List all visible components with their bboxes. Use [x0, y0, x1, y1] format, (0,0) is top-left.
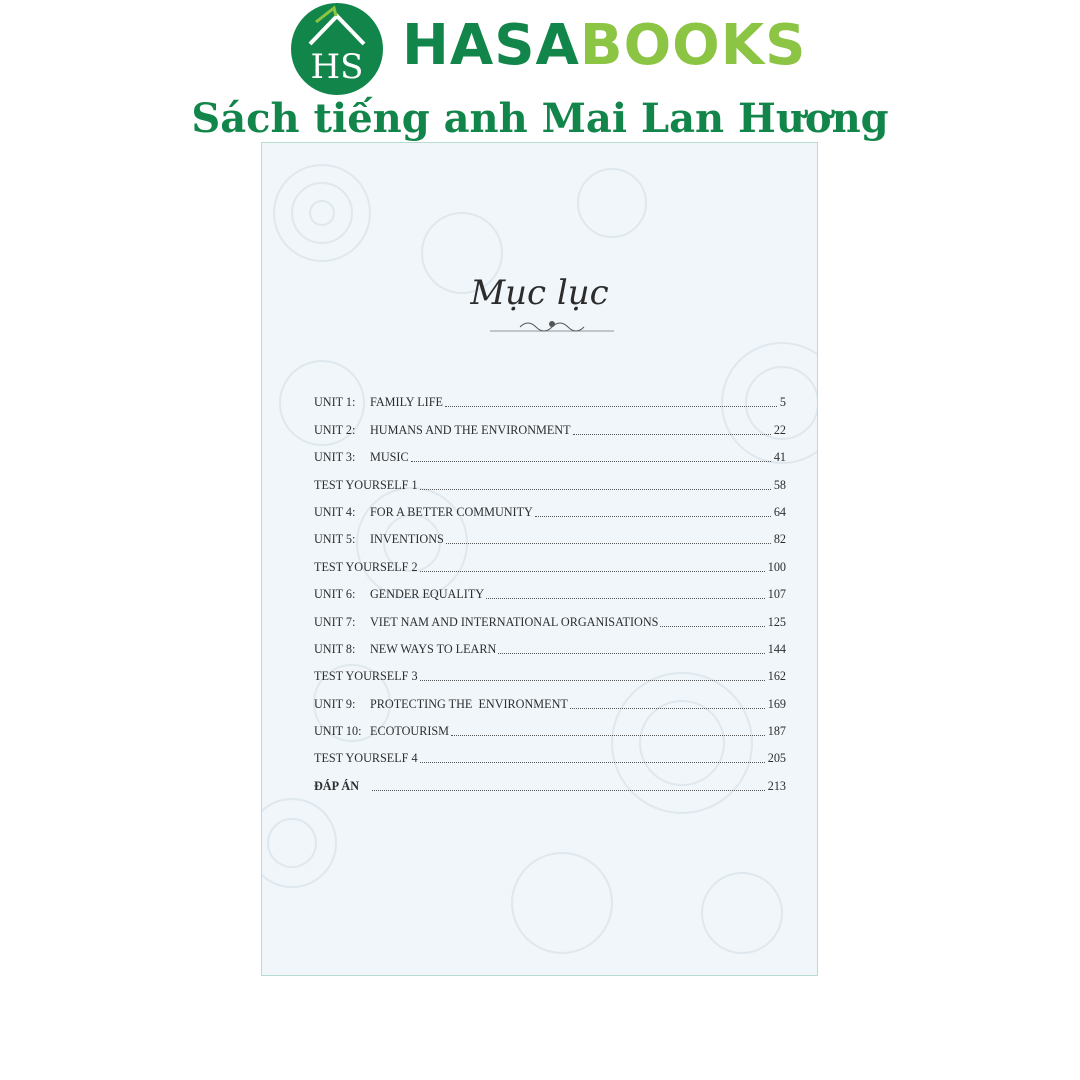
toc-entry[interactable]: [314, 630, 786, 657]
toc-entry[interactable]: [314, 410, 786, 437]
toc-entry-title: ĐÁP ÁN: [314, 778, 360, 793]
toc-page-number: 58: [773, 477, 786, 492]
toc-entry-title: TEST YOURSELF 4: [314, 751, 418, 766]
toc-entry-title: FAMILY LIFE: [370, 395, 443, 410]
leader-dots: [372, 789, 765, 791]
leader-dots: [451, 734, 765, 736]
toc-entry[interactable]: [314, 739, 786, 766]
toc-entry[interactable]: [314, 657, 786, 684]
brand-name-part2: BOOKS: [579, 13, 807, 78]
logo-text: HS: [310, 47, 364, 87]
toc-entry[interactable]: [314, 465, 786, 492]
book-page: [261, 142, 818, 976]
leader-dots: [420, 488, 771, 490]
brand-name: [402, 14, 807, 78]
leader-dots: [660, 625, 764, 627]
leader-dots: [420, 679, 765, 681]
leader-dots: [570, 707, 765, 709]
toc-unit-number: UNIT 2:: [314, 422, 356, 437]
toc-unit-number: UNIT 8:: [314, 641, 356, 656]
header: [0, 0, 1080, 145]
toc-page-number: 22: [773, 422, 786, 437]
toc-unit-number: UNIT 9:: [314, 696, 356, 711]
toc-title: Mục lục: [470, 273, 609, 313]
toc-unit-number: UNIT 7:: [314, 614, 356, 629]
toc-page-number: 41: [773, 450, 786, 465]
toc-entry-title: PROTECTING THE ENVIRONMENT: [370, 696, 568, 711]
leader-dots: [420, 570, 765, 572]
toc-page-number: 169: [767, 696, 786, 711]
toc-entry[interactable]: [314, 602, 786, 629]
toc-page-number: 107: [767, 587, 786, 602]
toc-entry-title: TEST YOURSELF 2: [314, 559, 418, 574]
toc-unit-number: UNIT 1:: [314, 395, 356, 410]
toc-page-number: 100: [767, 559, 786, 574]
leader-dots: [445, 405, 777, 407]
leader-dots: [411, 460, 771, 462]
toc-entry[interactable]: [314, 520, 786, 547]
toc-unit-number: UNIT 10:: [314, 724, 362, 739]
toc-entry[interactable]: [314, 766, 786, 793]
brand-name-part1: HASA: [402, 13, 580, 78]
leader-dots: [420, 761, 765, 763]
toc-page-number: 125: [767, 614, 786, 629]
toc-entry-title: FOR A BETTER COMMUNITY: [370, 504, 533, 519]
toc-entry[interactable]: [314, 383, 786, 410]
toc-page-number: 213: [767, 778, 786, 793]
toc-page-number: 144: [767, 641, 786, 656]
toc-entry[interactable]: [314, 684, 786, 711]
toc-entry-title: MUSIC: [370, 450, 409, 465]
toc-entry-title: ECOTOURISM: [370, 724, 450, 739]
hasabooks-logo-icon: [290, 2, 384, 96]
toc-unit-number: UNIT 5:: [314, 532, 356, 547]
toc-entry-title: INVENTIONS: [370, 532, 444, 547]
toc-page-number: 64: [773, 504, 786, 519]
toc-entry-title: TEST YOURSELF 1: [314, 477, 418, 492]
toc-entry[interactable]: [314, 493, 786, 520]
toc-unit-number: UNIT 4:: [314, 504, 356, 519]
toc-entry-title: HUMANS AND THE ENVIRONMENT: [370, 422, 571, 437]
toc-page-number: 82: [773, 532, 786, 547]
toc-entry-title: VIET NAM AND INTERNATIONAL ORGANISATIONS: [370, 614, 659, 629]
toc-entry-title: GENDER EQUALITY: [370, 587, 485, 602]
leader-dots: [446, 542, 771, 544]
toc-page-number: 5: [779, 395, 786, 410]
leader-dots: [573, 433, 771, 435]
toc-page-number: 205: [767, 751, 786, 766]
leader-dots: [498, 652, 764, 654]
toc-entry-title: TEST YOURSELF 3: [314, 669, 418, 684]
tagline: Sách tiếng anh Mai Lan Hương: [191, 95, 889, 142]
toc-entry-title: NEW WAYS TO LEARN: [370, 641, 497, 656]
toc-unit-number: UNIT 6:: [314, 587, 356, 602]
toc-entry[interactable]: [314, 712, 786, 739]
title-ornament-icon: [490, 318, 614, 334]
toc-entry[interactable]: [314, 438, 786, 465]
toc-page-number: 187: [767, 724, 786, 739]
table-of-contents: [314, 383, 786, 794]
leader-dots: [486, 597, 765, 599]
toc-entry[interactable]: [314, 547, 786, 574]
toc-entry[interactable]: [314, 575, 786, 602]
leader-dots: [535, 515, 771, 517]
toc-page-number: 162: [767, 669, 786, 684]
toc-unit-number: UNIT 3:: [314, 450, 356, 465]
